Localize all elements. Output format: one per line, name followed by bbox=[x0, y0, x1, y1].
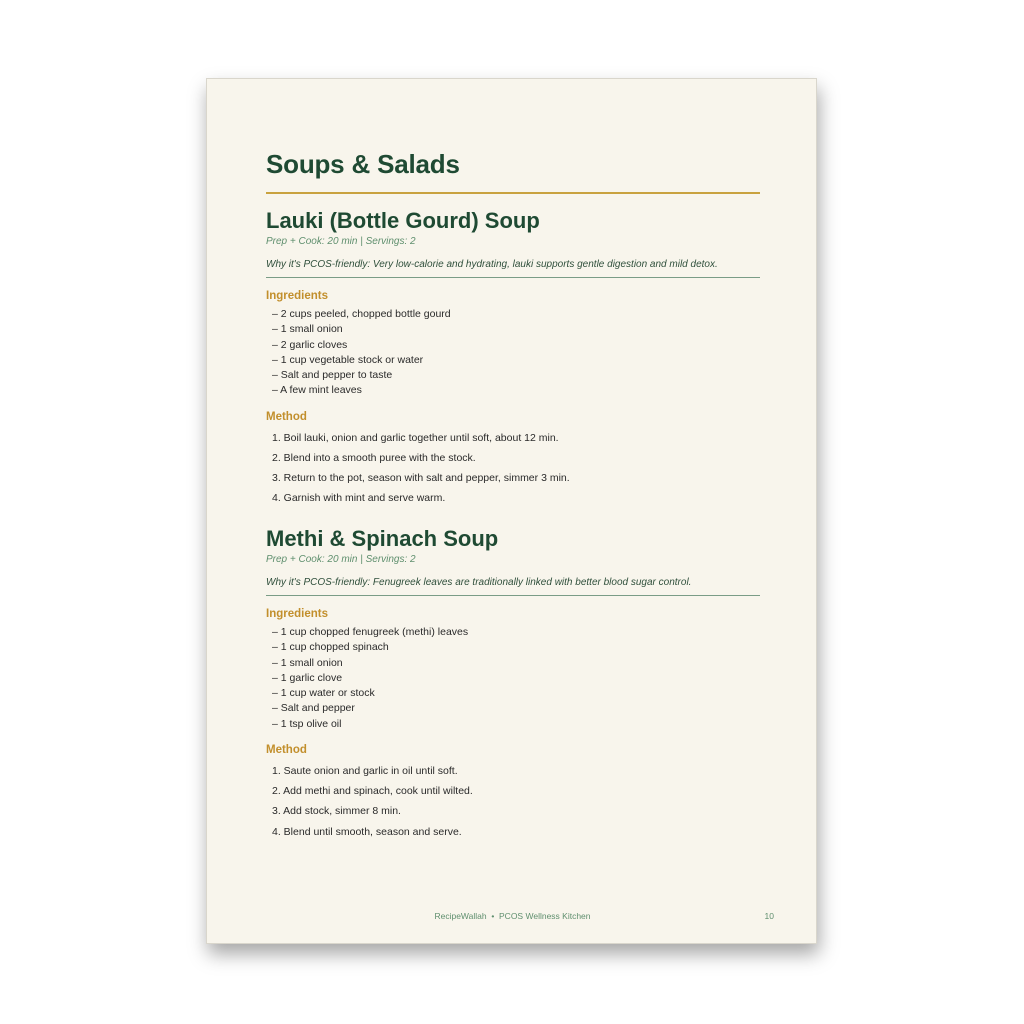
method-step: 1. Boil lauki, onion and garlic together until soft, about 12 min. bbox=[272, 431, 559, 444]
method-step: 4. Garnish with mint and serve warm. bbox=[272, 492, 446, 505]
recipe-why-note: Why it's PCOS-friendly: Very low-calorie and hydrating, lauki supports gentle digestion and mild detox. bbox=[266, 259, 718, 270]
recipe-title: Methi & Spinach Soup bbox=[266, 526, 499, 551]
ingredient-item: – 2 cups peeled, chopped bottle gourd bbox=[272, 308, 451, 320]
ingredient-item: – 1 cup water or stock bbox=[272, 687, 375, 700]
chapter-divider bbox=[266, 192, 760, 194]
page-footer: RecipeWallah • PCOS Wellness Kitchen bbox=[434, 911, 591, 921]
ingredient-item: – Salt and pepper bbox=[272, 702, 355, 715]
ingredient-item: – 1 small onion bbox=[272, 323, 343, 336]
ingredient-item: – 2 garlic cloves bbox=[272, 338, 348, 351]
ingredient-item: – 1 tsp olive oil bbox=[272, 717, 342, 730]
page-number: 10 bbox=[764, 911, 774, 921]
recipe-methi-spinach-soup bbox=[266, 525, 760, 842]
recipe-why-note: Why it's PCOS-friendly: Fenugreek leaves are traditionally linked with better blood sugar control. bbox=[266, 577, 692, 588]
ingredient-item: – 1 cup chopped spinach bbox=[272, 641, 389, 654]
method-heading: Method bbox=[266, 744, 307, 757]
recipe-title: Lauki (Bottle Gourd) Soup bbox=[266, 208, 540, 233]
recipe-divider bbox=[266, 595, 760, 596]
method-step: 1. Saute onion and garlic in oil until soft. bbox=[272, 765, 458, 778]
document-page bbox=[206, 78, 817, 944]
ingredients-heading: Ingredients bbox=[266, 290, 328, 302]
method-list bbox=[272, 761, 760, 842]
ingredient-item: – 1 garlic clove bbox=[272, 671, 343, 684]
ingredient-item: – 1 cup vegetable stock or water bbox=[272, 353, 424, 366]
method-step: 4. Blend until smooth, season and serve. bbox=[272, 825, 462, 838]
method-step: 3. Return to the pot, season with salt and pepper, simmer 3 min. bbox=[272, 472, 570, 485]
ingredients-heading: Ingredients bbox=[266, 608, 328, 620]
recipe-divider bbox=[266, 277, 760, 278]
ingredients-list bbox=[272, 307, 760, 399]
method-step: 3. Add stock, simmer 8 min. bbox=[272, 805, 401, 818]
method-step: 2. Blend into a smooth puree with the stock. bbox=[272, 451, 476, 464]
ingredient-item: – Salt and pepper to taste bbox=[272, 369, 393, 382]
ingredients-list bbox=[272, 625, 760, 732]
method-heading: Method bbox=[266, 410, 307, 423]
recipe-meta: Prep + Cook: 20 min | Servings: 2 bbox=[266, 236, 416, 247]
ingredient-item: – A few mint leaves bbox=[272, 384, 362, 397]
chapter-title: Soups & Salads bbox=[266, 149, 460, 179]
ingredient-item: – 1 cup chopped fenugreek (methi) leaves bbox=[272, 626, 469, 638]
recipe-lauki-soup bbox=[266, 207, 760, 509]
method-step: 2. Add methi and spinach, cook until wilted. bbox=[272, 785, 473, 798]
method-list bbox=[272, 428, 760, 509]
ingredient-item: – 1 small onion bbox=[272, 656, 343, 669]
recipe-meta: Prep + Cook: 20 min | Servings: 2 bbox=[266, 554, 416, 565]
